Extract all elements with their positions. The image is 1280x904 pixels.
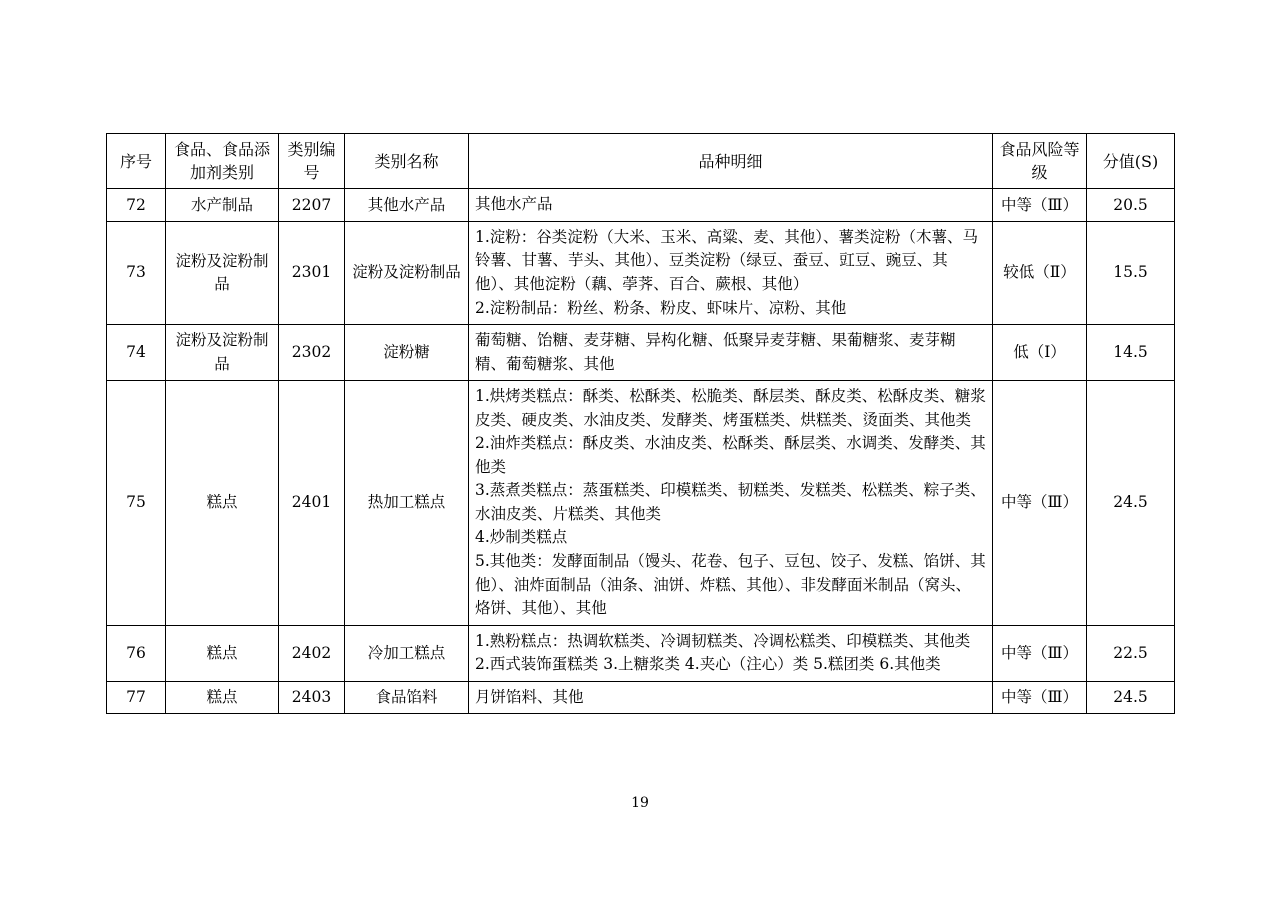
cell-category: 糕点 (166, 681, 279, 714)
cell-score: 24.5 (1087, 681, 1175, 714)
cell-score: 14.5 (1087, 325, 1175, 381)
detail-line: 2.油炸类糕点：酥皮类、水油皮类、松酥类、酥层类、水调类、发酵类、其他类 (475, 434, 986, 476)
table-row (107, 189, 1175, 222)
cell-detail (469, 625, 993, 681)
column-header-detail: 品种明细 (469, 134, 993, 189)
cell-detail (469, 681, 993, 714)
cell-score: 24.5 (1087, 381, 1175, 625)
food-risk-classification-table (106, 133, 1175, 714)
cell-detail (469, 221, 993, 324)
table-header (107, 134, 1175, 189)
column-header-seq: 序号 (107, 134, 166, 189)
cell-category: 淀粉及淀粉制品 (166, 221, 279, 324)
cell-seq: 74 (107, 325, 166, 381)
cell-score: 20.5 (1087, 189, 1175, 222)
cell-risk: 中等（Ⅲ） (993, 625, 1087, 681)
cell-code: 2302 (279, 325, 345, 381)
detail-line: 月饼馅料、其他 (475, 687, 584, 706)
detail-line: 2.淀粉制品：粉丝、粉条、粉皮、虾味片、凉粉、其他 (475, 298, 847, 317)
cell-score: 22.5 (1087, 625, 1175, 681)
detail-line: 4.炒制类糕点 (475, 528, 568, 547)
cell-detail (469, 189, 993, 222)
table-body (107, 189, 1175, 714)
column-header-name: 类别名称 (345, 134, 469, 189)
cell-score: 15.5 (1087, 221, 1175, 324)
column-header-score: 分值(S) (1087, 134, 1175, 189)
cell-seq: 76 (107, 625, 166, 681)
cell-name: 淀粉糖 (345, 325, 469, 381)
detail-line: 1.烘烤类糕点：酥类、松酥类、松脆类、酥层类、酥皮类、松酥皮类、糖浆皮类、硬皮类、水油皮类、发酵类、烤蛋糕类、烘糕类、烫面类、其他类 (475, 387, 986, 429)
cell-code: 2403 (279, 681, 345, 714)
table-row (107, 381, 1175, 625)
cell-risk: 中等（Ⅲ） (993, 681, 1087, 714)
cell-name: 热加工糕点 (345, 381, 469, 625)
cell-detail (469, 381, 993, 625)
cell-code: 2401 (279, 381, 345, 625)
risk-table-container (106, 133, 1174, 714)
detail-line: 1.淀粉：谷类淀粉（大米、玉米、高粱、麦、其他）、薯类淀粉（木薯、马铃薯、甘薯、芋头、其他）、豆类淀粉（绿豆、蚕豆、豇豆、豌豆、其他）、其他淀粉（藕、荸荠、百合、蕨根、其他） (475, 227, 979, 294)
column-header-code: 类别编号 (279, 134, 345, 189)
cell-code: 2207 (279, 189, 345, 222)
cell-risk: 较低（Ⅱ） (993, 221, 1087, 324)
detail-line: 1.熟粉糕点：热调软糕类、冷调韧糕类、冷调松糕类、印模糕类、其他类 2.西式装饰蛋糕类 3.上糖浆类 4.夹心（注心）类 5.糕团类 6.其他类 (475, 631, 971, 674)
cell-seq: 77 (107, 681, 166, 714)
detail-line: 其他水产品 (475, 195, 553, 214)
table-row (107, 325, 1175, 381)
cell-name: 冷加工糕点 (345, 625, 469, 681)
column-header-risk: 食品风险等级 (993, 134, 1087, 189)
cell-risk: 中等（Ⅲ） (993, 381, 1087, 625)
cell-category: 水产制品 (166, 189, 279, 222)
cell-category: 淀粉及淀粉制品 (166, 325, 279, 381)
cell-seq: 72 (107, 189, 166, 222)
column-header-category: 食品、食品添加剂类别 (166, 134, 279, 189)
detail-line: 3.蒸煮类糕点：蒸蛋糕类、印模糕类、韧糕类、发糕类、松糕类、粽子类、水油皮类、片糕类、其他类 (475, 481, 986, 523)
cell-detail (469, 325, 993, 381)
detail-line: 葡萄糖、饴糖、麦芽糖、异构化糖、低聚异麦芽糖、果葡糖浆、麦芽糊精、葡萄糖浆、其他 (475, 331, 956, 373)
cell-name: 食品馅料 (345, 681, 469, 714)
table-row (107, 681, 1175, 714)
table-row (107, 625, 1175, 681)
table-row (107, 221, 1175, 324)
cell-seq: 73 (107, 221, 166, 324)
cell-code: 2402 (279, 625, 345, 681)
cell-name: 淀粉及淀粉制品 (345, 221, 469, 324)
cell-seq: 75 (107, 381, 166, 625)
cell-category: 糕点 (166, 625, 279, 681)
table-header-row (107, 134, 1175, 189)
cell-category: 糕点 (166, 381, 279, 625)
cell-risk: 中等（Ⅲ） (993, 189, 1087, 222)
cell-code: 2301 (279, 221, 345, 324)
cell-name: 其他水产品 (345, 189, 469, 222)
page-number: 19 (631, 795, 649, 811)
cell-risk: 低（Ⅰ） (993, 325, 1087, 381)
detail-line: 5.其他类：发酵面制品（馒头、花卷、包子、豆包、饺子、发糕、馅饼、其他）、油炸面制品（油条、油饼、炸糕、其他）、非发酵面米制品（窝头、烙饼、其他）、其他 (475, 552, 986, 618)
